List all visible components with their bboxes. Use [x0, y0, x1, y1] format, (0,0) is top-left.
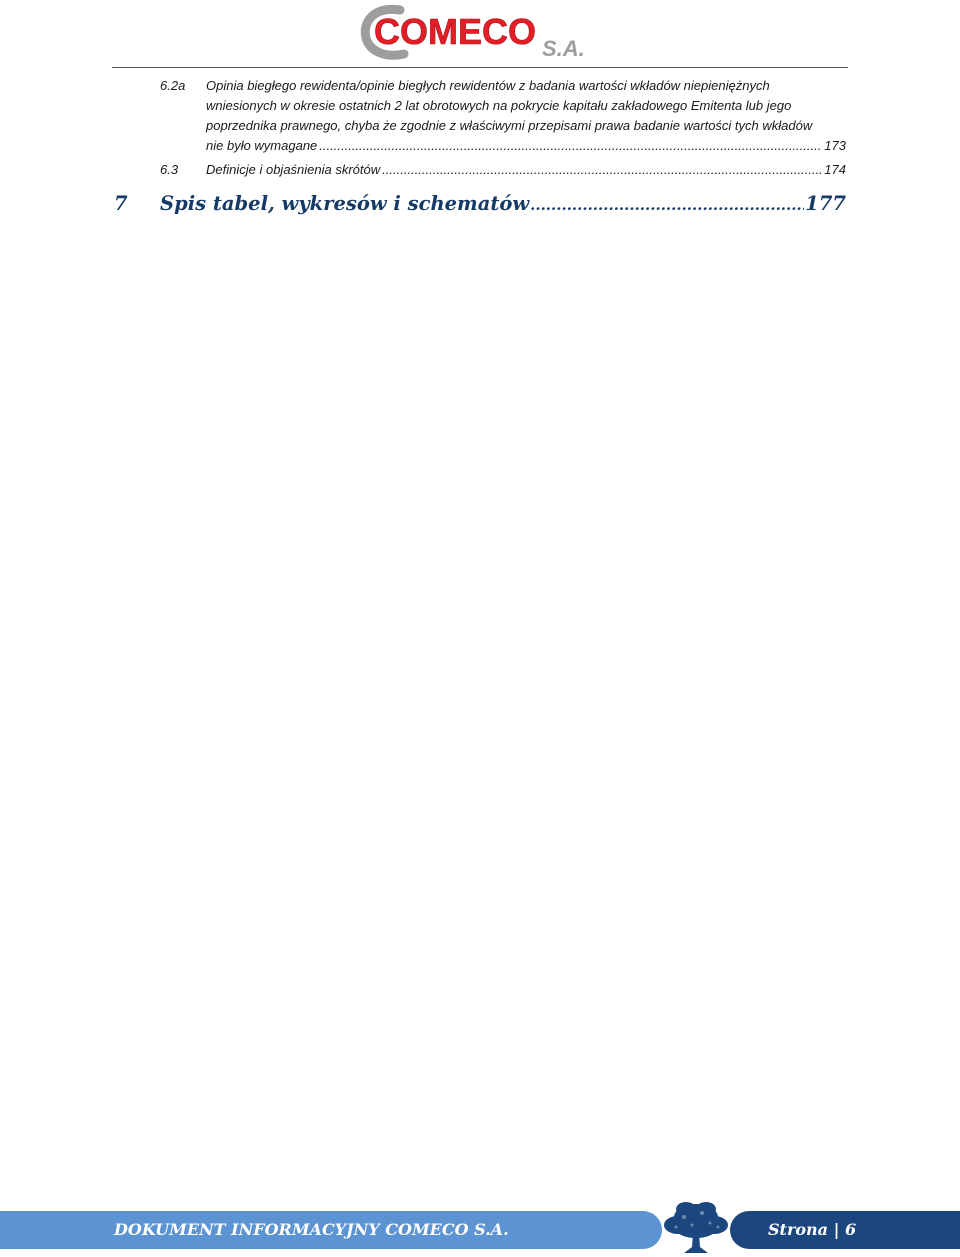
toc-entry-last-line: Definicje i objaśnienia skrótów — [206, 162, 381, 177]
footer-page-label: Strona | 6 — [768, 1220, 857, 1239]
toc-entry-line: Opinia biegłego rewidenta/opinie biegłych rewidentów z badania wartości wkładów niepieniężnych — [206, 78, 770, 93]
toc-entry-line: wniesionych w okresie ostatnich 2 lat obrotowych na pokrycie kapitału zakładowego Emitenta lub jego — [206, 98, 792, 113]
toc-entry-number: 7 — [114, 192, 128, 215]
toc-entry-number: 6.3 — [160, 162, 179, 177]
toc-entry-number: 6.2a — [160, 78, 186, 93]
toc-entry-6-2a[interactable] — [160, 76, 846, 156]
toc-entry-6-3[interactable] — [160, 160, 846, 180]
toc-leader-dots — [319, 136, 822, 156]
table-of-contents — [160, 76, 846, 180]
svg-text:COMECO: COMECO — [374, 11, 536, 52]
comeco-logo — [360, 2, 600, 62]
toc-page-number: 177 — [805, 192, 846, 215]
tree-icon — [662, 1199, 730, 1255]
toc-leader-dots — [530, 191, 804, 219]
toc-page-number: 173 — [824, 138, 846, 153]
toc-entry-title: Spis tabel, wykresów i schematów — [160, 192, 530, 215]
toc-entry-7[interactable] — [114, 190, 846, 219]
toc-leader-dots — [382, 160, 822, 180]
svg-text:S.A.: S.A. — [542, 36, 585, 61]
toc-entry-line: poprzednika prawnego, chyba że zgodnie z właściwymi przepisami prawa badanie wartości tych wkładów — [206, 118, 813, 133]
toc-entry-last-line: nie było wymagane — [206, 138, 318, 153]
toc-page-number: 174 — [824, 162, 846, 177]
header-rule — [112, 67, 848, 68]
footer-title: DOKUMENT INFORMACYJNY COMECO S.A. — [114, 1220, 509, 1239]
